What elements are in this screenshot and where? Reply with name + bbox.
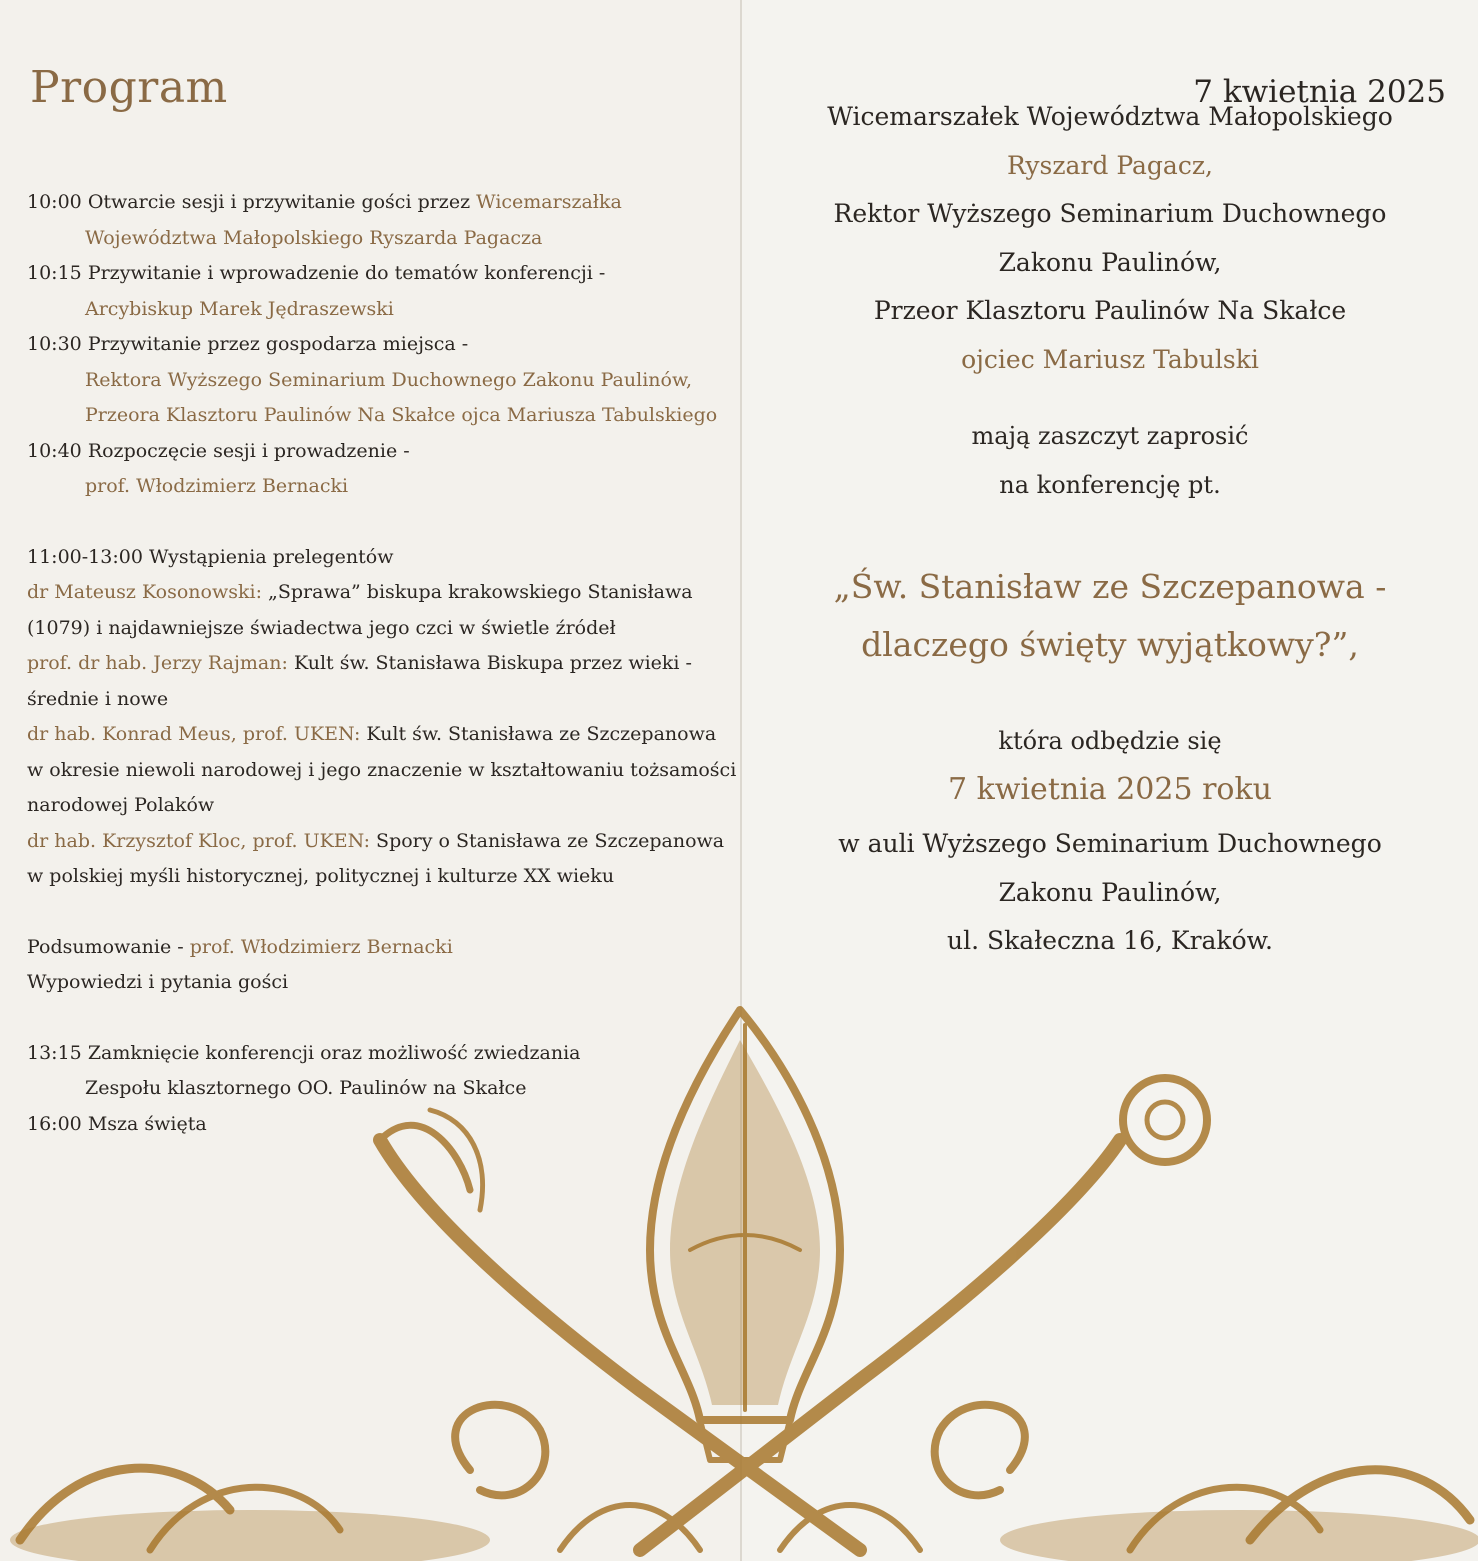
invite-line: mają zaszczyt zaprosić [971, 422, 1249, 450]
agenda-text: Przywitanie przez gospodarza miejsca - [87, 333, 469, 355]
agenda-text: Otwarcie sesji i przywitanie gości przez [87, 191, 471, 213]
hosts-block [742, 93, 1478, 384]
event-date: 7 kwietnia 2025 roku [947, 771, 1272, 807]
invite-line: na konferencję pt. [999, 470, 1221, 499]
agenda-time: 16:00 [27, 1112, 82, 1135]
host-name: ojciec Mariusz Tabulski [961, 344, 1259, 374]
speaker-name: dr hab. Konrad Meus, prof. UKEN: [27, 723, 361, 745]
agenda-text: Msza święta [87, 1112, 207, 1135]
talk-title-continuation: (1079) i najdawniejsze świadectwa jego czci w świetle źródeł [27, 616, 616, 639]
agenda-time: 10:30 [27, 333, 82, 355]
agenda-time: 13:15 [27, 1041, 82, 1064]
agenda-time: 10:40 [27, 439, 82, 462]
conference-title-line: „Św. Stanisław ze Szczepanowa - [833, 567, 1387, 606]
discussion-line: Wypowiedzi i pytania gości [27, 971, 289, 993]
agenda-item [27, 185, 727, 221]
agenda-item [27, 1036, 727, 1072]
agenda-continuation: prof. Włodzimierz Bernacki [85, 475, 349, 497]
program-heading: Program [30, 62, 228, 113]
talk-title-continuation: narodowej Polaków [27, 794, 215, 816]
agenda-time: 10:00 [27, 191, 82, 213]
agenda-item [27, 434, 727, 470]
agenda-continuation: Rektora Wyższego Seminarium Duchownego Zakonu Paulinów, [85, 368, 692, 391]
speaker-name: dr hab. Krzysztof Kloc, prof. UKEN: [27, 829, 370, 852]
talk-item [27, 646, 727, 682]
agenda-text: Rozpoczęcie sesji i prowadzenie - [87, 439, 410, 462]
agenda-highlight: Wicemarszałka [476, 191, 622, 213]
agenda-text: Przywitanie i wprowadzenie do tematów konferencji - [87, 262, 606, 284]
summary-line [27, 930, 727, 966]
spacer [27, 505, 727, 540]
agenda-item [27, 1107, 727, 1143]
date-venue-block [742, 717, 1478, 966]
summary-label: Podsumowanie - [27, 935, 184, 958]
talk-title: „Sprawa” biskupa krakowskiego Stanisława [268, 581, 693, 603]
talk-title-continuation: średnie i nowe [27, 687, 169, 710]
spacer [27, 1001, 727, 1036]
talk-title-continuation: w polskiej myśli historycznej, politycznej i kulturze XX wieku [27, 865, 615, 887]
talk-item [27, 824, 727, 860]
agenda-continuation: Przeora Klasztoru Paulinów Na Skałce ojca Mariusza Tabulskiego [85, 404, 718, 426]
agenda-item [27, 327, 727, 363]
venue-line: Zakonu Paulinów, [998, 877, 1222, 907]
talk-title: Kult św. Stanisława Biskupa przez wieki - [293, 652, 692, 674]
host-line: Rektor Wyższego Seminarium Duchownego [833, 199, 1387, 228]
invite-block [742, 412, 1478, 509]
agenda [27, 185, 737, 1142]
program-date: 7 kwietnia 2025 [1193, 74, 1446, 110]
agenda-item [27, 256, 727, 292]
agenda-text: Zamknięcie konferencji oraz możliwość zwiedzania [87, 1041, 581, 1064]
agenda-time: 10:15 [27, 262, 82, 284]
speaker-name: prof. dr hab. Jerzy Rajman: [27, 652, 288, 674]
host-name: Ryszard Pagacz, [1007, 150, 1213, 180]
agenda-continuation: Arcybiskup Marek Jędraszewski [85, 297, 394, 320]
agenda-continuation: Województwa Małopolskiego Ryszarda Pagacza [85, 226, 543, 249]
talk-item [27, 575, 727, 611]
agenda-continuation: Zespołu klasztornego OO. Paulinów na Skałce [85, 1077, 527, 1099]
venue-address: ul. Skałeczna 16, Kraków. [946, 926, 1273, 955]
host-line: Wicemarszałek Województwa Małopolskiego [827, 102, 1393, 131]
talk-item [27, 717, 727, 753]
host-line: Przeor Klasztoru Paulinów Na Skałce [873, 296, 1347, 325]
summary-person: prof. Włodzimierz Bernacki [189, 935, 453, 958]
when-intro: która odbędzie się [998, 727, 1222, 755]
spacer [27, 895, 727, 930]
talk-title: Spory o Stanisława ze Szczepanowa [376, 829, 725, 852]
conference-title [742, 558, 1478, 674]
conference-title-line: dlaczego święty wyjątkowy?”, [861, 625, 1359, 664]
host-line: Zakonu Paulinów, [998, 247, 1222, 277]
talk-title: Kult św. Stanisława ze Szczepanowa [366, 723, 717, 745]
talks-header: 11:00-13:00 Wystąpienia prelegentów [27, 545, 394, 568]
speaker-name: dr Mateusz Kosonowski: [27, 581, 262, 603]
talk-title-continuation: w okresie niewoli narodowej i jego znaczenie w kształtowaniu tożsamości [27, 758, 737, 781]
venue-line: w auli Wyższego Seminarium Duchownego [838, 829, 1382, 858]
